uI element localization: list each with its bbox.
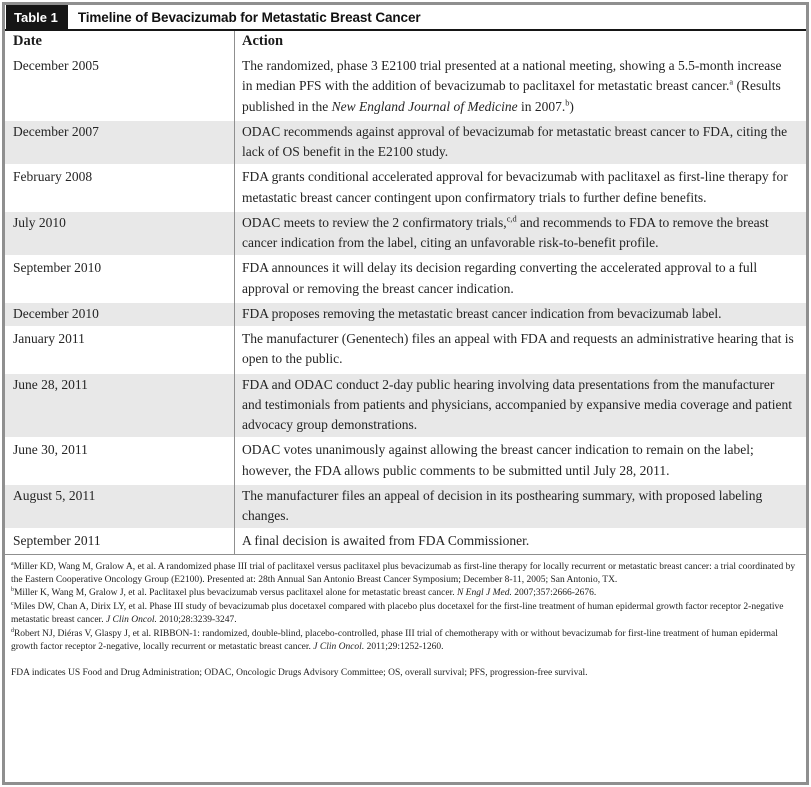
column-header-date: Date xyxy=(5,31,234,54)
action-cell: FDA and ODAC conduct 2-day public hearing involving data presentations from the manufacturer and testimonials from patients and physicians, accompanied by expansive media coverage and patient advocacy group demonstrations. xyxy=(242,376,792,432)
table-row xyxy=(5,302,806,327)
date-cell: December 2005 xyxy=(13,58,99,73)
action-cell: ODAC votes unanimously against allowing the breast cancer indication to remain on the label; however, the FDA allows public comments to be submitted until July 28, 2011. xyxy=(242,442,754,478)
date-cell: December 2010 xyxy=(13,305,99,321)
action-cell: FDA proposes removing the metastatic breast cancer indication from bevacizumab label. xyxy=(242,305,722,321)
date-cell: December 2007 xyxy=(13,123,99,139)
table-title-bar xyxy=(5,5,806,31)
action-cell: A final decision is awaited from FDA Commissioner. xyxy=(242,533,530,549)
table-row xyxy=(5,256,806,302)
column-divider xyxy=(234,31,235,554)
date-cell: June 28, 2011 xyxy=(13,376,88,392)
date-cell: September 2011 xyxy=(13,533,101,549)
action-cell: ODAC recommends against approval of bevacizumab for metastatic breast cancer to FDA, citing the lack of OS benefit in the E2100 study. xyxy=(242,123,788,159)
table-row xyxy=(5,327,806,373)
table-row xyxy=(5,529,806,553)
table-row xyxy=(5,54,806,120)
action-cell: ODAC meets to review the 2 confirmatory trials,$^{c,d}$ and recommends to FDA to remove the breast cancer indication from the label, citing an unfavorable risk-to-benefit profile. xyxy=(242,214,769,250)
footnote-a: $^a$Miller KD, Wang M, Gralow A, et al. A randomized phase III trial of paclitaxel versus paclitaxel plus bevacizumab as first-line therapy for locally recurrent or metastatic breast cancer: a trial coordinated by the Eastern Cooperative Oncology Group (E2100). Presented at: 28th Annual San Antonio Breast Cancer Symposium; December 8-11, 2005; San Antonio, TX. xyxy=(11,560,796,585)
table-row xyxy=(5,211,806,257)
date-cell: September 2010 xyxy=(13,260,102,276)
date-cell: February 2008 xyxy=(13,169,93,185)
table-number-label: Table 1 xyxy=(6,5,68,29)
footnote-c: $^c$Miles DW, Chan A, Dirix LY, et al. Phase III study of bevacizumab plus docetaxel compared with placebo plus docetaxel for the first-line treatment of human epidermal growth factor receptor 2-negative metastatic breast cancer. J Clin Oncol. 2010;28:3239-3247. xyxy=(11,600,784,626)
abbreviations-note: FDA indicates US Food and Drug Administration; ODAC, Oncologic Drugs Advisory Committee; OS, overall survival; PFS, progression-free survival. xyxy=(11,667,588,678)
action-cell: The manufacturer (Genentech) files an appeal with FDA and requests an administrative hearing that is open to the public. xyxy=(242,331,794,367)
date-cell: June 30, 2011 xyxy=(13,442,88,458)
table-row xyxy=(5,165,806,211)
date-cell: July 2010 xyxy=(13,214,66,230)
date-cell: August 5, 2011 xyxy=(13,487,96,503)
table-row xyxy=(5,484,806,530)
table-title: Timeline of Bevacizumab for Metastatic Breast Cancer xyxy=(77,9,421,25)
footnote-b: $^b$Miller K, Wang M, Gralow J, et al. Paclitaxel plus bevacizumab versus paclitaxel alone for metastatic breast cancer. N Engl J Med. 2007;357:2666-2676. xyxy=(11,587,597,599)
table-row xyxy=(5,373,806,439)
timeline-table-wrap xyxy=(5,31,806,555)
timeline-table xyxy=(5,31,806,554)
footnotes xyxy=(5,555,806,655)
action-cell: The manufacturer files an appeal of decision in its posthearing summary, with proposed labeling changes. xyxy=(242,487,763,523)
column-header-action: Action xyxy=(234,31,806,54)
action-cell: FDA announces it will delay its decision regarding converting the accelerated approval to a full approval or removing the breast cancer indication. xyxy=(242,260,758,296)
table-frame xyxy=(2,2,809,785)
table-row xyxy=(5,120,806,166)
date-cell: January 2011 xyxy=(13,331,85,346)
header-row xyxy=(5,31,806,54)
action-cell: FDA grants conditional accelerated approval for bevacizumab with paclitaxel as first-line therapy for metastatic breast cancer contingent upon confirmatory trials to further define benefits. xyxy=(242,169,788,205)
footnote-d: $^d$Robert NJ, Diéras V, Glaspy J, et al. RIBBON-1: randomized, double-blind, placebo-controlled, phase III trial of chemotherapy with or without bevacizumab for first-line treatment of human epidermal growth factor receptor 2-negative, locally recurrent or metastatic breast cancer. J Clin Oncol. 2011;29:1252-1260. xyxy=(11,627,778,653)
table-row xyxy=(5,438,806,484)
action-cell: The randomized, phase 3 E2100 trial presented at a national meeting, showing a 5.5-month increase in median PFS with the addition of bevacizumab to paclitaxel for metastatic breast cancer.$^a$ (Results published in the New England Journal of Medicine in 2007.$^b$) xyxy=(242,58,782,114)
